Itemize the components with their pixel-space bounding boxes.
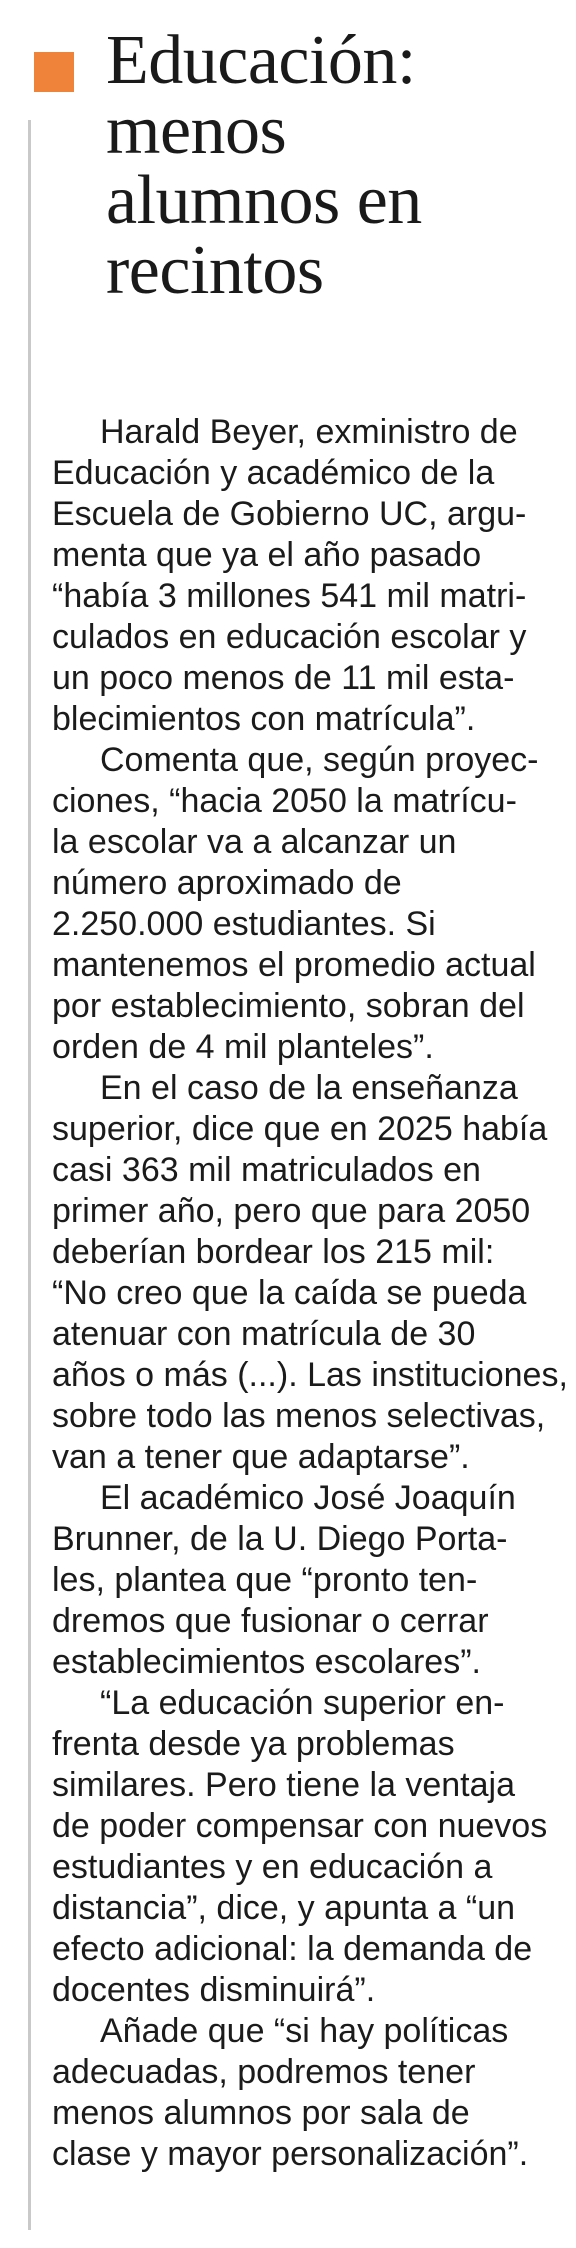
article-paragraph [52, 1683, 562, 2011]
paragraph-line: docentes disminuirá”. [52, 1971, 376, 2009]
paragraph-line: distancia”, dice, y apunta a “un [52, 1889, 516, 1927]
paragraph-line: “No creo que la caída se pueda [52, 1274, 527, 1312]
article-body [52, 412, 568, 2175]
column-rule [28, 120, 31, 2230]
article-paragraph [52, 740, 562, 1068]
paragraph-line: años o más (...). Las instituciones, [52, 1356, 568, 1394]
article-paragraph [52, 1068, 568, 1478]
paragraph-line: número aproximado de [52, 864, 402, 902]
article-paragraph [52, 412, 562, 740]
paragraph-line: similares. Pero tiene la ventaja [52, 1766, 516, 1804]
paragraph-line: culados en educación escolar y [52, 618, 527, 656]
paragraph-line: Comenta que, según proyec- [100, 741, 539, 779]
paragraph-line: Añade que “si hay políticas [100, 2012, 509, 2050]
paragraph-line: efecto adicional: la demanda de [52, 1930, 533, 1968]
paragraph-line: Harald Beyer, exministro de [100, 413, 518, 451]
paragraph-line: adecuadas, podremos tener [52, 2053, 476, 2091]
paragraph-line: El académico José Joaquín [100, 1479, 516, 1517]
paragraph-line: establecimientos escolares”. [52, 1643, 481, 1681]
paragraph-line: blecimientos con matrícula”. [52, 700, 476, 738]
headline-line: Educación: [106, 22, 416, 99]
paragraph-line: En el caso de la enseñanza [100, 1069, 518, 1107]
paragraph-line: “La educación superior en- [100, 1684, 505, 1722]
paragraph-line: menos alumnos por sala de [52, 2094, 470, 2132]
paragraph-line: sobre todo las menos selectivas, [52, 1397, 546, 1435]
orange-square-marker [34, 52, 74, 92]
paragraph-line: van a tener que adaptarse”. [52, 1438, 470, 1476]
paragraph-line: ciones, “hacia 2050 la matrícu- [52, 782, 517, 820]
article-paragraph [52, 1478, 562, 1683]
paragraph-line: por establecimiento, sobran del [52, 987, 525, 1025]
paragraph-line: 2.250.000 estudiantes. Si [52, 905, 436, 943]
paragraph-line: primer año, pero que para 2050 [52, 1192, 531, 1230]
paragraph-line: Escuela de Gobierno UC, argu- [52, 495, 527, 533]
headline-line: menos [106, 92, 287, 169]
paragraph-line: “había 3 millones 541 mil matri- [52, 577, 527, 615]
paragraph-line: un poco menos de 11 mil esta- [52, 659, 515, 697]
headline-line: recintos [106, 232, 324, 309]
headline [34, 22, 564, 309]
paragraph-line: menta que ya el año pasado [52, 536, 482, 574]
paragraph-line: la escolar va a alcanzar un [52, 823, 457, 861]
paragraph-line: deberían bordear los 215 mil: [52, 1233, 495, 1271]
paragraph-line: mantenemos el promedio actual [52, 946, 536, 984]
paragraph-line: les, plantea que “pronto ten- [52, 1561, 478, 1599]
paragraph-line: dremos que fusionar o cerrar [52, 1602, 489, 1640]
paragraph-line: orden de 4 mil planteles”. [52, 1028, 434, 1066]
paragraph-line: superior, dice que en 2025 había [52, 1110, 548, 1148]
paragraph-line: atenuar con matrícula de 30 [52, 1315, 476, 1353]
paragraph-line: clase y mayor personalización”. [52, 2135, 529, 2173]
article-paragraph [52, 2011, 562, 2175]
paragraph-line: casi 363 mil matriculados en [52, 1151, 481, 1189]
paragraph-line: Brunner, de la U. Diego Porta- [52, 1520, 508, 1558]
paragraph-line: Educación y académico de la [52, 454, 495, 492]
paragraph-line: de poder compensar con nuevos [52, 1807, 548, 1845]
headline-block [34, 22, 564, 309]
paragraph-line: frenta desde ya problemas [52, 1725, 455, 1763]
paragraph-line: estudiantes y en educación a [52, 1848, 493, 1886]
headline-line: alumnos en [106, 162, 422, 239]
